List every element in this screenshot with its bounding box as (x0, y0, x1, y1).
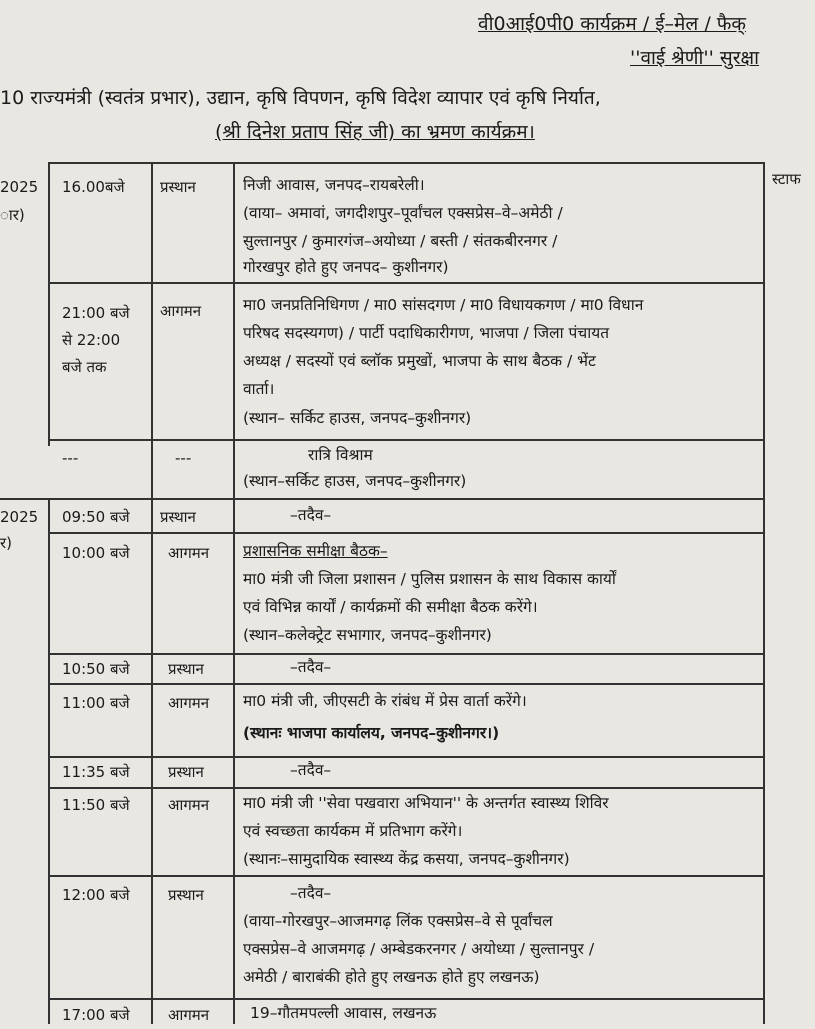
row-detail-line: –तदैव– (290, 658, 332, 676)
row-detail-line: मा0 मंत्री जी ''सेवा पखवारा अभियान'' के अन्तर्गत स्वास्थ्य शिविर (243, 794, 609, 812)
row-action: प्रस्थान (168, 886, 204, 904)
row-detail-line: मा0 मंत्री जी, जीएसटी के रांबंध में प्रेस वार्ता करेंगे। (243, 692, 527, 710)
row-detail-line: मा0 जनप्रतिनिधिगण / मा0 सांसदगण / मा0 विधायकगण / मा0 विधान (243, 296, 644, 314)
row-detail-line: (स्थानः भाजपा कार्यालय, जनपद–कुशीनगर।) (243, 724, 500, 742)
row-detail-line: –तदैव– (290, 506, 332, 524)
row-action: आगमन (168, 796, 210, 814)
row-action: प्रस्थान (160, 508, 196, 526)
row-detail-line: अध्यक्ष / सदस्यों एवं ब्लॉक प्रमुखों, भाजपा के साथ बैठक / भेंट (243, 352, 596, 370)
row-time: 16.00बजे (62, 178, 125, 196)
row-detail-line: (स्थान– सर्किट हाउस, जनपद–कुशीनगर) (243, 409, 472, 427)
row-time: 11:50 बजे (62, 796, 130, 814)
row-time-line: बजे तक (62, 358, 107, 376)
row-time: 10:00 बजे (62, 544, 130, 562)
row-detail-line: –तदैव– (290, 761, 332, 779)
row-time: 11:00 बजे (62, 694, 130, 712)
row-action: प्रस्थान (168, 660, 204, 678)
row-detail-line: रात्रि विश्राम (308, 446, 373, 464)
row-time: 12:00 बजे (62, 886, 130, 904)
row-time: 11:35 बजे (62, 763, 130, 781)
row-detail-line: निजी आवास, जनपद–रायबरेली। (243, 176, 425, 194)
row-detail-line: सुल्तानपुर / कुमारगंज–अयोध्या / बस्ती / संतकबीरनगर / (243, 232, 558, 250)
row-time: 10:50 बजे (62, 660, 130, 678)
row-action: आगमन (168, 694, 210, 712)
row-detail-line: –तदैव– (290, 884, 332, 902)
row-action: प्रस्थान (160, 178, 196, 196)
minister-designation: 10 राज्यमंत्री (स्वतंत्र प्रभार), उद्यान, कृषि विपणन, कृषि विदेश व्यापार एवं कृषि निर्यात, (0, 87, 601, 109)
row-detail-line: (वाया–गोरखपुर–आजमगढ़ लिंक एक्सप्रेस–वे से पूर्वांचल (243, 912, 553, 930)
row-action: आगमन (168, 544, 210, 562)
row-detail-line: (वाया– अमावां, जगदीशपुर–पूर्वांचल एक्सप्रेस–वे–अमेठी / (243, 204, 563, 222)
row-time: 09:50 बजे (62, 508, 130, 526)
staff-column-header: स्टाफ (772, 170, 801, 188)
row-detail-line: गोरखपुर होते हुए जनपद– कुशीनगर) (243, 258, 449, 276)
row-detail-line: (स्थानः–सामुदायिक स्वास्थ्य केंद्र कसया, जनपद–कुशीनगर) (243, 850, 570, 868)
row-action: प्रस्थान (168, 763, 204, 781)
row-detail-line: परिषद सदस्यगण) / पार्टी पदाधिकारीगण, भाजपा / जिला पंचायत (243, 324, 610, 342)
row-time-line: से 22:00 (62, 331, 121, 349)
schedule-table (0, 162, 815, 1024)
date-day2: 2025 (0, 508, 39, 526)
row-detail-line: 19–गौतमपल्ली आवास, लखनऊ (250, 1004, 437, 1022)
row-time: --- (62, 449, 79, 467)
security-category: ''वाई श्रेणी'' सुरक्षा (630, 47, 760, 69)
row-detail-heading: प्रशासनिक समीक्षा बैठक– (243, 542, 388, 560)
row-detail-line: मा0 मंत्री जी जिला प्रशासन / पुलिस प्रशासन के साथ विकास कार्यों (243, 570, 616, 588)
row-detail-line: वार्ता। (243, 380, 275, 398)
row-action: आगमन (160, 302, 202, 320)
row-action: आगमन (168, 1006, 210, 1024)
row-detail-line: (स्थान–कलेक्ट्रेट सभागार, जनपद–कुशीनगर) (243, 626, 492, 644)
row-time-line: 21:00 बजे (62, 304, 130, 322)
row-detail-line: एवं विभिन्न कार्यों / कार्यक्रमों की समीक्षा बैठक करेंगे। (243, 598, 538, 616)
date-day2-weekday: र) (0, 534, 12, 552)
row-detail-line: एक्सप्रेस–वे आजमगढ़ / अम्बेडकरनगर / अयोध्या / सुल्तानपुर / (243, 940, 595, 958)
row-action: --- (175, 449, 192, 467)
page-title: (श्री दिनेश प्रताप सिंह जी) का भ्रमण कार्यक्रम। (215, 121, 535, 143)
row-detail-line: (स्थान–सर्किट हाउस, जनपद–कुशीनगर) (243, 472, 467, 490)
row-time: 17:00 बजे (62, 1006, 130, 1024)
row-detail-line: अमेठी / बाराबंकी होते हुए लखनऊ होते हुए लखनऊ) (243, 968, 540, 986)
document-header-line1: वी0आई0पी0 कार्यक्रम / ई–मेल / फैक् (478, 13, 747, 35)
date-day1-weekday: ार) (0, 206, 25, 224)
row-detail-line: एवं स्वच्छता कार्यकम में प्रतिभाग करेंगे। (243, 822, 463, 840)
date-day1: 2025 (0, 178, 39, 196)
